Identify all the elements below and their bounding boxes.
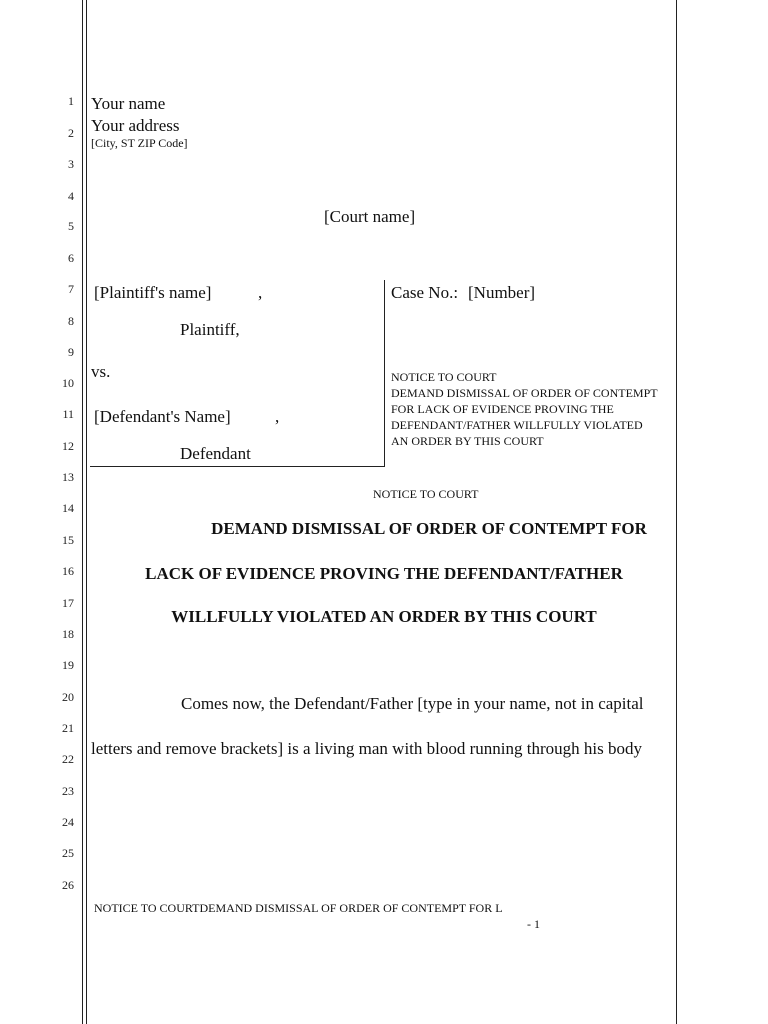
case-number: [Number] [468, 283, 536, 302]
court-name: [Court name] [324, 207, 416, 226]
right-margin-rule [676, 0, 677, 1024]
caption-title-line: DEMAND DISMISSAL OF ORDER OF CONTEMPT [391, 386, 658, 400]
line-number: 3 [68, 157, 74, 171]
caption-document-title [391, 369, 658, 449]
line-number: 18 [62, 627, 74, 641]
case-number-label: Case No.: [391, 283, 459, 302]
line-number: 24 [62, 815, 74, 829]
line-number: 2 [68, 126, 74, 140]
caption-box [90, 280, 385, 467]
line-number: 11 [62, 407, 74, 421]
caption-title-line: AN ORDER BY THIS COURT [391, 434, 544, 448]
line-number: 17 [62, 596, 74, 610]
plaintiff-comma: , [258, 283, 263, 302]
caption-title-line: NOTICE TO COURT [391, 370, 497, 384]
caption-title-line: FOR LACK OF EVIDENCE PROVING THE [391, 402, 614, 416]
plaintiff-role: Plaintiff, [180, 320, 240, 339]
party-address: Your address [91, 116, 180, 135]
line-number: 26 [62, 878, 74, 892]
line-number: 20 [62, 690, 74, 704]
line-number: 25 [62, 846, 74, 860]
document-title-line-2: LACK OF EVIDENCE PROVING THE DEFENDANT/FATHER [145, 564, 623, 583]
body-line-1: Comes now, the Defendant/Father [type in your name, not in capital [181, 694, 644, 713]
line-number: 5 [68, 219, 74, 233]
left-margin-rule-inner [86, 0, 87, 1024]
line-number: 1 [68, 94, 74, 108]
defendant-comma: , [275, 407, 280, 426]
party-city-zip: [City, ST ZIP Code] [91, 136, 188, 150]
left-margin-rule-outer [82, 0, 83, 1024]
footer-page-number: - 1 [527, 917, 540, 931]
line-number: 15 [62, 533, 74, 547]
caption-title-line: DEFENDANT/FATHER WILLFULLY VIOLATED [391, 418, 643, 432]
line-number: 6 [68, 251, 74, 265]
document-title-line-1: DEMAND DISMISSAL OF ORDER OF CONTEMPT FOR [211, 519, 647, 538]
party-name: Your name [91, 94, 166, 113]
plaintiff-name: [Plaintiff's name] [94, 283, 212, 302]
line-number: 4 [68, 189, 74, 203]
line-number: 9 [68, 345, 74, 359]
defendant-role: Defendant [180, 444, 251, 463]
line-number: 16 [62, 564, 74, 578]
line-number: 14 [62, 501, 74, 515]
line-number: 23 [62, 784, 74, 798]
line-number: 12 [62, 439, 74, 453]
versus: vs. [91, 362, 111, 381]
line-number: 13 [62, 470, 74, 484]
line-number: 21 [62, 721, 74, 735]
line-number: 10 [62, 376, 74, 390]
line-number: 8 [68, 314, 74, 328]
defendant-name: [Defendant's Name] [94, 407, 231, 426]
notice-heading: NOTICE TO COURT [373, 487, 479, 501]
footer-document-title: NOTICE TO COURTDEMAND DISMISSAL OF ORDER OF CONTEMPT FOR L [94, 901, 503, 915]
line-number: 7 [68, 282, 74, 296]
document-title-line-3: WILLFULLY VIOLATED AN ORDER BY THIS COURT [171, 607, 597, 626]
body-line-2: letters and remove brackets] is a living man with blood running through his body [91, 739, 642, 758]
line-number: 22 [62, 752, 74, 766]
line-number: 19 [62, 658, 74, 672]
